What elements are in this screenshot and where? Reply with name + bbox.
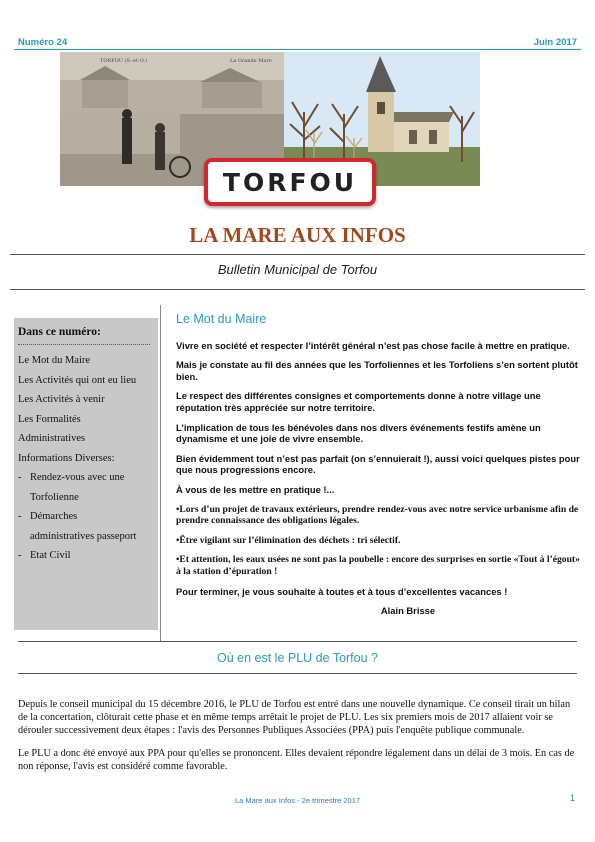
sidebar-item-activites-passees[interactable]: Les Activités qui ont eu lieu <box>18 374 137 386</box>
paragraph: L’implication de tous les bénévoles dans nos divers événements festifs amène un dynamisme et une joie de vivre ensemble. <box>176 421 541 445</box>
page-footer: La Mare aux Infos - 2e trimestre 2017 <box>234 796 361 805</box>
list-dash: - <box>18 550 22 561</box>
issue-date: Juin 2017 <box>533 37 577 48</box>
page-title: LA MARE AUX INFOS <box>189 223 406 247</box>
title-divider-bottom <box>10 289 585 290</box>
sidebar-subitem-continuation[interactable]: administratives passeport <box>30 530 137 542</box>
header-rule <box>14 49 581 50</box>
title-divider-top <box>10 254 585 255</box>
mayor-message <box>176 314 580 625</box>
contents-sidebar <box>14 318 158 630</box>
bullet-paragraph: •Lors d’un projet de travaux extérieurs, prendre rendez-vous avec notre service urbanisme afin de prendre connaissance des obligations légales. <box>176 503 579 527</box>
sidebar-item-formalites[interactable]: Les Formalités <box>18 413 81 425</box>
sidebar-title: Dans ce numéro: <box>18 324 150 345</box>
column-divider <box>160 305 161 641</box>
page-subtitle: Bulletin Municipal de Torfou <box>217 262 378 277</box>
town-sign <box>204 158 376 206</box>
page-number: 1 <box>569 793 575 803</box>
signature: Alain Brisse <box>380 605 436 617</box>
sidebar-item-activites-a-venir[interactable]: Les Activités à venir <box>18 394 105 405</box>
bullet-paragraph: •Et attention, les eaux usées ne sont pas la poubelle : encore des surprises en sortie «Tout à l’égout» à la station d’épuration ! <box>176 554 580 577</box>
postcard-caption-left: TORFOU (S.-et-O.) <box>100 58 148 64</box>
bullet-paragraph: •Être vigilant sur l’élimination des déchets : tri sélectif. <box>176 534 401 546</box>
sidebar-item-mot-du-maire[interactable]: Le Mot du Maire <box>18 355 91 366</box>
paragraph: Bien évidemment tout n’est pas parfait (on s’ennuierait !), aussi voici quelques pistes pour que nous progressions encore. <box>176 452 580 476</box>
paragraph: Depuis le conseil municipal du 15 décembre 2016, le PLU de Torfou est entré dans une nouvelle dynamique. Ce conseil tirait un bilan de la concertation, clôturait cette phase et en même temps arrêtait le projet de PLU. Les six premiers mois de 2017 allaient voir se dérouler successivement deux étapes : l'avis des Personnes Publiques Associées (PPA) puis l'enquête publique communale. <box>18 699 571 737</box>
paragraph: Vivre en société et respecter l’intérêt général n’est pas chose facile à mettre en pratique. <box>176 339 570 351</box>
sidebar-subitem-etat-civil[interactable] <box>18 546 158 566</box>
sidebar-subitem-rendez-vous[interactable] <box>18 468 158 488</box>
plu-article <box>18 698 581 782</box>
sidebar-subitem-label: Rendez-vous avec une <box>30 472 125 483</box>
paragraph: Mais je constate au fil des années que les Torfoliennes et les Torfoliens s’en sortent plutôt bien. <box>176 359 578 382</box>
list-dash: - <box>18 472 22 483</box>
section-divider-top <box>18 641 577 642</box>
paragraph: Le PLU a donc été envoyé aux PPA pour qu'elles se prononcent. Elles devaient répondre légalement dans un délai de 3 mois. En cas de non réponse, l'avis est considéré comme favorable. <box>18 747 575 772</box>
list-dash: - <box>18 511 22 522</box>
sidebar-subitem-label: Démarches <box>30 511 78 522</box>
plu-section-title: Où en est le PLU de Torfou ? <box>217 651 378 665</box>
sidebar-item-administratives[interactable]: Administratives <box>18 433 86 444</box>
sidebar-item-informations-diverses[interactable]: Informations Diverses: <box>18 452 115 464</box>
paragraph: Pour terminer, je vous souhaite à toutes et à tous d’excellentes vacances ! <box>176 585 508 597</box>
paragraph: À vous de les mettre en pratique !... <box>176 483 335 495</box>
sidebar-subitem-continuation[interactable]: Torfolienne <box>30 491 79 503</box>
sidebar-subitem-label: Etat Civil <box>30 550 71 561</box>
paragraph: Le respect des différentes consignes et comportements donne à notre village une réputation très appréciée sur notre territoire. <box>176 390 541 413</box>
mayor-message-title: Le Mot du Maire <box>176 312 267 326</box>
issue-number: Numéro 24 <box>18 37 68 48</box>
section-divider-bottom <box>18 673 577 674</box>
town-sign-text: TORFOU <box>222 167 358 197</box>
sidebar-subitem-demarches[interactable] <box>18 507 158 527</box>
postcard-caption-right: La Grande Mare <box>230 58 272 64</box>
